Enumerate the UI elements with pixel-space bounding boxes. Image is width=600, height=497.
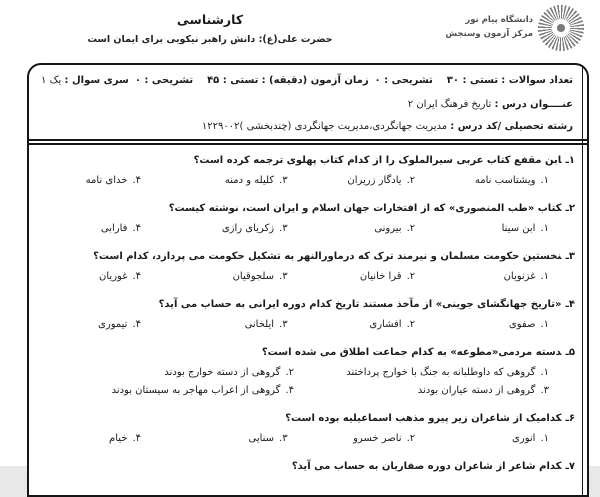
exam-center-name: مرکز آزمون وسنجش bbox=[445, 29, 533, 39]
option-number: ۳. bbox=[279, 319, 288, 330]
option-number: ۲. bbox=[285, 367, 294, 378]
exam-info-row bbox=[41, 73, 573, 88]
answer-option bbox=[415, 222, 549, 236]
exam-duration-label: زمان آزمون (دقیقه) : bbox=[261, 75, 369, 86]
option-text: فارابی bbox=[100, 223, 128, 234]
answer-option bbox=[288, 174, 416, 188]
answer-option bbox=[39, 318, 141, 332]
answer-option bbox=[288, 270, 416, 284]
question-number: ۱ـ bbox=[565, 155, 575, 166]
course-title-value: تاریخ فرهنگ ایران ۲ bbox=[407, 99, 492, 110]
option-text: افشاری bbox=[369, 319, 402, 330]
options-row bbox=[39, 222, 549, 236]
answer-option bbox=[39, 384, 294, 398]
option-text: سلجوقیان bbox=[232, 271, 275, 282]
answer-option bbox=[39, 432, 141, 446]
university-name: دانشگاه پیام نور bbox=[465, 15, 533, 26]
question-block bbox=[39, 411, 575, 446]
option-text: ایلخانی bbox=[244, 319, 275, 330]
question-stem bbox=[39, 411, 575, 426]
question-text: کدامیک از شاعران زیر پیرو مذهب اسماعیلیه بوده است؟ bbox=[285, 413, 562, 424]
answer-option bbox=[39, 222, 141, 236]
question-block bbox=[39, 153, 575, 188]
questions-count-label: تعداد سوالات : bbox=[501, 75, 573, 86]
option-number: ۴. bbox=[132, 319, 141, 330]
answer-option bbox=[39, 366, 294, 380]
questions-count-value: تستی : ۳۰ تشریحی : ۰ bbox=[374, 75, 499, 86]
field-code-row bbox=[41, 119, 573, 134]
answer-option bbox=[415, 270, 549, 284]
question-series-label: سری سوال : bbox=[64, 75, 129, 86]
option-text: صفوی bbox=[508, 319, 536, 330]
option-number: ۳. bbox=[279, 223, 288, 234]
option-text: کلیله و دمنه bbox=[224, 175, 275, 186]
option-text: قرا خانیان bbox=[359, 271, 402, 282]
question-text: کدام شاعر از شاعران دوره صفاریان به حساب می آید؟ bbox=[291, 461, 562, 472]
options-row bbox=[39, 174, 549, 188]
question-stem bbox=[39, 153, 575, 168]
exam-info-section bbox=[29, 65, 587, 134]
questions-list bbox=[29, 145, 587, 474]
question-text: ابن مقفع کتاب عربی سیرالملوک را از کدام کتاب پهلوی ترجمه کرده است؟ bbox=[193, 155, 562, 166]
option-text: زکریای رازی bbox=[221, 223, 275, 234]
options-row bbox=[39, 270, 549, 284]
answer-option bbox=[294, 384, 549, 398]
option-number: ۴. bbox=[132, 271, 141, 282]
question-block bbox=[39, 297, 575, 332]
option-text: یادگار زریران bbox=[347, 175, 402, 186]
starburst-logo-icon bbox=[538, 5, 584, 51]
right-inner-rule bbox=[582, 65, 583, 495]
question-number: ۵ـ bbox=[565, 347, 575, 358]
answer-option bbox=[288, 222, 416, 236]
option-text: خدای نامه bbox=[85, 175, 128, 186]
question-number: ۳ـ bbox=[565, 251, 575, 262]
question-number: ۲ـ bbox=[565, 203, 575, 214]
question-number: ۷ـ bbox=[565, 461, 575, 472]
course-title-label: عنــــوان درس : bbox=[494, 99, 573, 110]
option-number: ۱. bbox=[540, 433, 549, 444]
option-text: غزنویان bbox=[503, 271, 536, 282]
option-number: ۴. bbox=[285, 385, 294, 396]
question-stem bbox=[39, 201, 575, 216]
answer-option bbox=[141, 174, 288, 188]
question-series-value: یک ۱ bbox=[41, 75, 62, 86]
answer-option bbox=[415, 318, 549, 332]
answer-option bbox=[39, 174, 141, 188]
question-block bbox=[39, 249, 575, 284]
option-number: ۴. bbox=[132, 175, 141, 186]
option-text: گروهی از دسته خوارج بودند bbox=[164, 367, 281, 378]
option-number: ۳. bbox=[279, 175, 288, 186]
options-row bbox=[39, 432, 549, 446]
option-number: ۳. bbox=[279, 433, 288, 444]
option-number: ۲. bbox=[406, 319, 416, 330]
question-stem bbox=[39, 249, 575, 264]
question-number: ۶ـ bbox=[565, 413, 575, 424]
option-text: ابن سینا bbox=[501, 223, 536, 234]
option-text: انوری bbox=[512, 433, 536, 444]
questions-count bbox=[375, 73, 573, 88]
question-block bbox=[39, 459, 575, 474]
question-stem bbox=[39, 297, 575, 312]
option-number: ۳. bbox=[540, 385, 549, 396]
answer-option bbox=[415, 174, 549, 188]
option-number: ۴. bbox=[132, 433, 141, 444]
answer-option bbox=[294, 366, 549, 380]
degree-title: کارشناسی bbox=[176, 12, 244, 27]
option-number: ۱. bbox=[540, 319, 549, 330]
question-text: نخستین حکومت مسلمان و نیرمند ترک که درماورالنهر به تشکیل حکومت می پردازد، کدام است؟ bbox=[93, 251, 562, 262]
option-number: ۱. bbox=[540, 223, 549, 234]
option-text: بیرونی bbox=[374, 223, 402, 234]
question-series bbox=[41, 73, 129, 88]
logo-center-dot bbox=[557, 24, 564, 31]
options-row bbox=[39, 366, 549, 398]
question-text: کتاب «طب المنصوری» که از افتخارات جهان اسلام و ایران است، نوشته کیست؟ bbox=[168, 203, 562, 214]
option-number: ۱. bbox=[540, 271, 549, 282]
answer-option bbox=[39, 270, 141, 284]
option-text: غوریان bbox=[99, 271, 128, 282]
logo-text bbox=[445, 14, 533, 41]
field-code-value: مدیریت جهانگردی،مدیریت جهانگردی (چندبخشی )۱۲۲۹۰۰۲ bbox=[201, 121, 448, 132]
option-number: ۱. bbox=[540, 175, 549, 186]
question-block bbox=[39, 201, 575, 236]
option-text: ویشتاسب نامه bbox=[474, 175, 536, 186]
option-text: تیموری bbox=[98, 319, 128, 330]
option-text: گروهی از دسته عیاران بودند bbox=[417, 385, 536, 396]
option-text: ناصر خسرو bbox=[353, 433, 402, 444]
option-number: ۳. bbox=[279, 271, 288, 282]
answer-option bbox=[288, 432, 416, 446]
page-header bbox=[0, 12, 420, 45]
exam-frame bbox=[27, 63, 589, 497]
answer-option bbox=[415, 432, 549, 446]
exam-duration-value: تستی : ۴۵ تشریحی : ۰ bbox=[134, 75, 259, 86]
option-number: ۲. bbox=[406, 271, 416, 282]
answer-option bbox=[141, 318, 288, 332]
option-number: ۲. bbox=[406, 433, 416, 444]
question-text: «تاریخ جهانگشای جوینی» از مآخذ مستند تاریخ کدام دوره ایرانی به حساب می آید؟ bbox=[158, 299, 562, 310]
question-block bbox=[39, 345, 575, 398]
options-row bbox=[39, 318, 549, 332]
answer-option bbox=[141, 432, 288, 446]
university-logo bbox=[445, 5, 584, 51]
question-number: ۴ـ bbox=[565, 299, 575, 310]
option-number: ۲. bbox=[406, 223, 416, 234]
exam-duration bbox=[135, 73, 369, 88]
option-text: خیام bbox=[109, 433, 128, 444]
option-text: گروهی از اعراب مهاجر به سیستان بودند bbox=[111, 385, 281, 396]
motto-text: حضرت علی(ع): دانش راهبر نیکویی برای ایمان است bbox=[87, 34, 333, 45]
option-text: سنایی bbox=[248, 433, 275, 444]
question-stem bbox=[39, 345, 575, 360]
option-text: گروهی که داوطلبانه به جنگ با خوارج پرداختند bbox=[346, 367, 536, 378]
answer-option bbox=[288, 318, 416, 332]
option-number: ۲. bbox=[406, 175, 416, 186]
question-stem bbox=[39, 459, 575, 474]
question-text: دسته مردمی«مطوعه» به کدام جماعت اطلاق می شده است؟ bbox=[261, 347, 562, 358]
option-number: ۱. bbox=[540, 367, 549, 378]
answer-option bbox=[141, 270, 288, 284]
field-code-label: رشته تحصیلی /کد درس : bbox=[450, 121, 573, 132]
answer-option bbox=[141, 222, 288, 236]
option-number: ۴. bbox=[132, 223, 141, 234]
course-title-row bbox=[41, 97, 573, 112]
